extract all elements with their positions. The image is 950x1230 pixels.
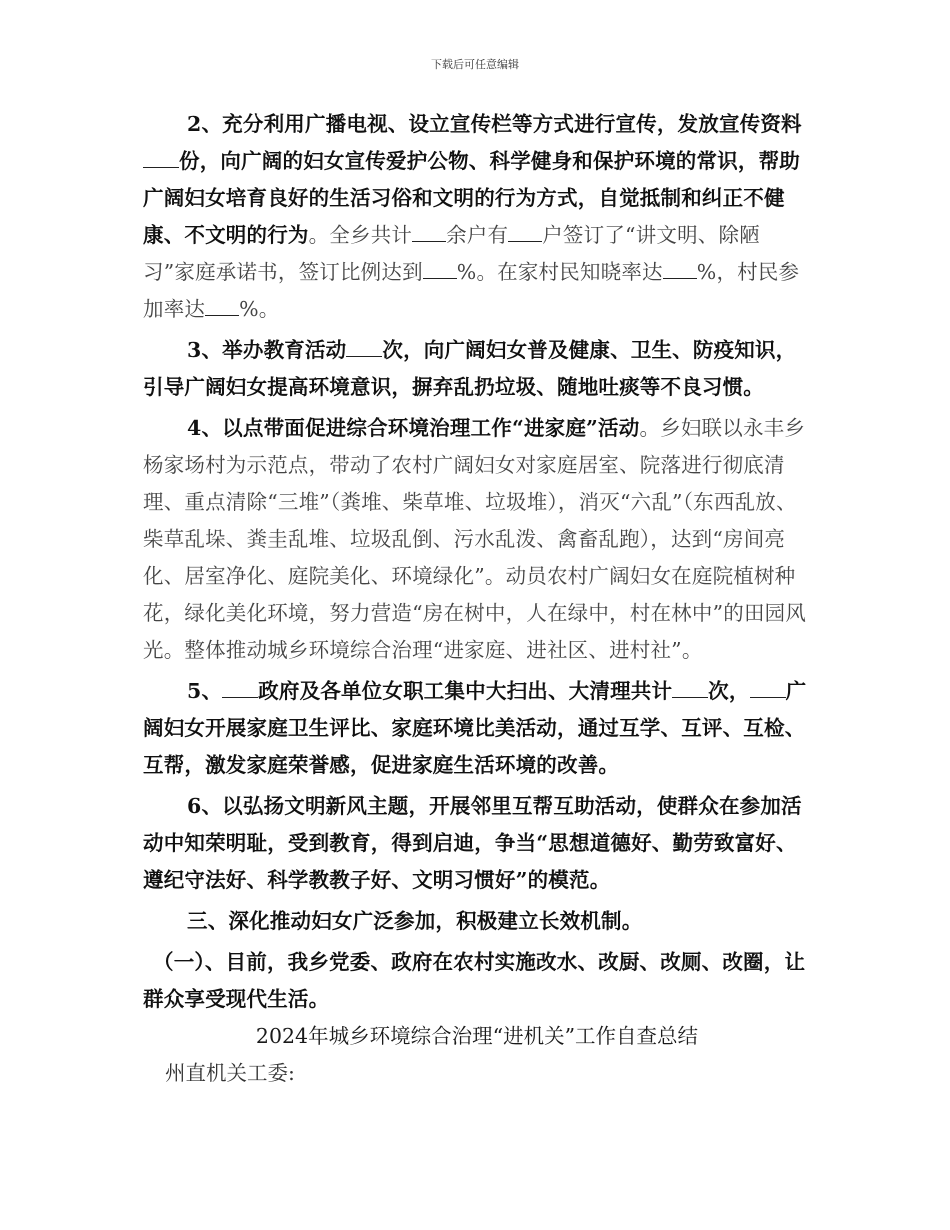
p2-text-f: %。在家村民知晓率达 (456, 260, 663, 284)
p2-text-a: 2、充分利用广播电视、设立宣传栏等方式进行宣传，发放宣传资料 (187, 112, 802, 136)
p4-text-b: 。乡妇联以永丰乡杨家场村为示范点，带动了农村广阔妇女对家庭居室、院落进行彻底清理、重点清除“三堆”（粪堆、柴草堆、垃圾堆），消灭“六乱”（东西乱放、柴草乱垛、粪圭乱堆、垃圾乱倒、污水乱泼、禽畜乱跑），达到“房间亮化、居室净化、庭院美化、环境绿化”。动员农村广阔妇女在庭院植树种花，绿化美化环境，努力营造“房在树中，人在绿中，村在林中”的田园风光。整体推动城乡环境综合治理“进家庭、进社区、进村社”。 (143, 416, 807, 662)
paragraph-3 (143, 332, 811, 406)
blank-line (750, 679, 786, 698)
p4-text-a: 4、以点带面促进综合环境治理工作“进家庭”活动 (187, 416, 640, 440)
paragraph-7 (143, 903, 811, 940)
p2-text-h: %。 (239, 297, 280, 321)
blank-line (663, 260, 697, 279)
p8-text: （一）、目前，我乡党委、政府在农村实施改水、改厨、改厕、改圈，让群众享受现代生活。 (143, 950, 806, 1011)
blank-line (205, 297, 239, 316)
p2-text-d: 余户有 (446, 223, 509, 247)
document-title: 2024年城乡环境综合治理“进机关”工作自查总结 (255, 1024, 699, 1048)
page-header: 下载后可任意编辑 (431, 58, 519, 71)
blank-line (423, 260, 457, 279)
blank-line (508, 223, 542, 242)
paragraph-8 (143, 944, 811, 1018)
blank-line (672, 679, 708, 698)
document-body (143, 106, 811, 1092)
p6-text: 6、以弘扬文明新风主题，开展邻里互帮互助活动，使群众在参加活动中知荣明耻，受到教育，得到启迪，争当“思想道德好、勤劳致富好、遵纪守法好、科学教教子好、文明习惯好”的模范。 (143, 794, 802, 892)
blank-line (222, 679, 258, 698)
p5-text-d: 广阔妇女开展家庭卫生评比、家庭环境比美活动，通过互学、互评、互检、互帮，激发家庭荣誉感，促进家庭生活环境的改善。 (143, 679, 807, 777)
blank-line (143, 149, 179, 168)
p5-text-a: 5、 (187, 679, 223, 703)
blank-line (346, 338, 382, 357)
p3-text-a: 3、举办教育活动 (187, 338, 347, 362)
paragraph-6 (143, 788, 811, 899)
p2-text-g: %，村民参加率达 (143, 260, 800, 321)
paragraph-2 (143, 106, 811, 328)
paragraph-5 (143, 673, 811, 784)
blank-line (412, 223, 446, 242)
p2-text-c: 。全乡共计 (308, 223, 413, 247)
p2-text-b: 份，向广阔的妇女宣传爱护公物、科学健身和保护环境的常识，帮助广阔妇女培育良好的生活习俗和文明的行为方式，自觉抵制和纠正不健康、不文明的行为 (143, 149, 800, 247)
p5-text-b: 政府及各单位女职工集中大扫出、大清理共计 (258, 679, 673, 703)
salutation: 州直机关工委: (165, 1061, 295, 1085)
p2-text-e: 户签订了“讲文明、除陋习”家庭承诺书，签订比例达到 (143, 223, 760, 284)
p5-text-c: 次， (708, 679, 750, 703)
p7-text: 三、深化推动妇女广泛参加，积极建立长效机制。 (187, 909, 643, 933)
p3-text-b: 次，向广阔妇女普及健康、卫生、防疫知识，引导广阔妇女提高环境意识，摒弃乱扔垃圾、随地吐痰等不良习惯。 (143, 338, 797, 399)
paragraph-4 (143, 410, 811, 669)
